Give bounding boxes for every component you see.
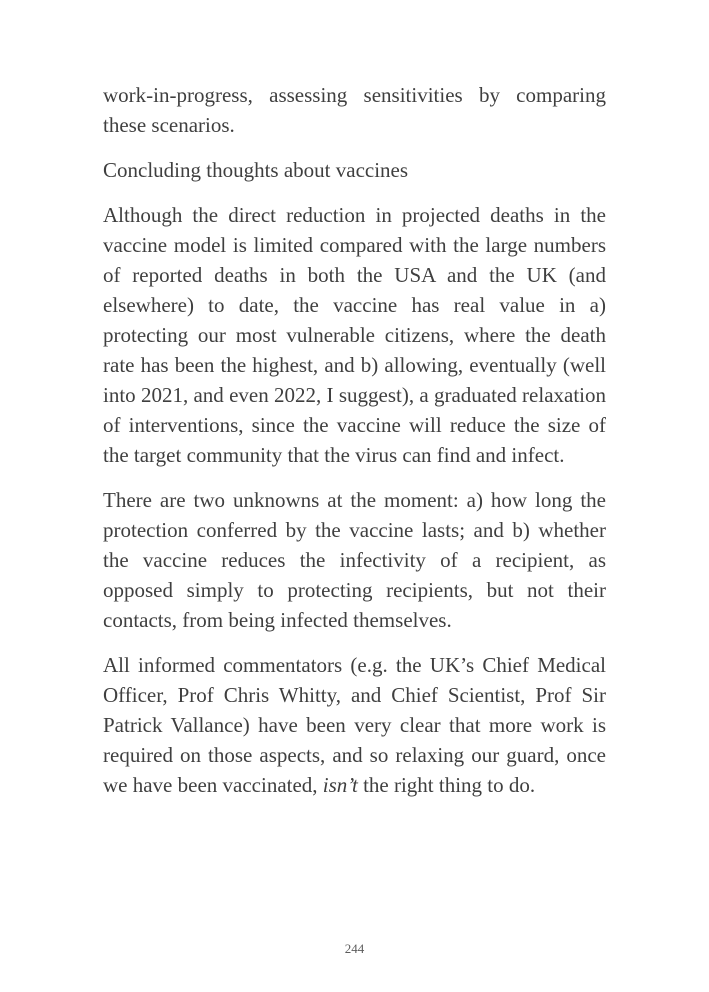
paragraph-commentators	[103, 650, 606, 800]
paragraph-commentators-text: All informed commentators (e.g. the UK’s Chief Medical Officer, Prof Chris Whitty, and Chief Scientist, Prof Sir Patrick Vallance) have been very clear that more work is required on those aspects, and so relaxing our guard, once we have been vaccinated,	[103, 653, 606, 797]
paragraph-commentators-ending: the right thing to do.	[357, 773, 536, 797]
paragraph-continuation: work-in-progress, assessing sensitivities by comparing these scenarios.	[103, 83, 606, 137]
text-column	[103, 80, 606, 815]
page-number: 244	[344, 941, 365, 956]
emphasized-word: isn’t	[322, 773, 358, 797]
section-heading: Concluding thoughts about vaccines	[103, 158, 409, 182]
paragraph-two-unknowns: There are two unknowns at the moment: a) how long the protection conferred by the vaccine lasts; and b) whether the vaccine reduces the infectivity of a recipient, as opposed simply to protecting recipients, but not their contacts, from being infected themselves.	[103, 488, 606, 632]
paragraph-vaccine-value: Although the direct reduction in projected deaths in the vaccine model is limited compared with the large numbers of reported deaths in both the USA and the UK (and elsewhere) to date, the vaccine has real value in a) protecting our most vulnerable citizens, where the death rate has been the highest, and b) allowing, eventually (well into 2021, and even 2022, I suggest), a graduated relaxation of interventions, since the vaccine will reduce the size of the target community that the virus can find and infect.	[103, 203, 606, 467]
